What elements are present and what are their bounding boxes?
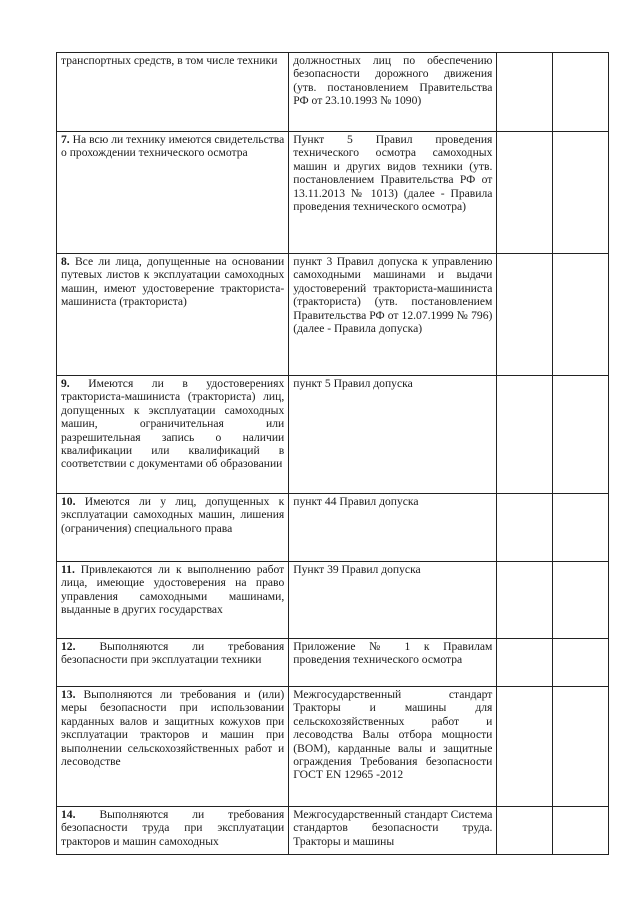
table-row: [57, 562, 609, 639]
checklist-table: [56, 52, 609, 855]
question-number: 10.: [61, 495, 76, 508]
empty-cell: [552, 687, 608, 807]
question-number: 7.: [61, 133, 70, 146]
question-number: 14.: [61, 808, 76, 821]
requirement-text: Пункт 39 Правил допуска: [293, 563, 421, 576]
requirement-text: Приложение № 1 к Правилам проведения технического осмотра: [293, 640, 493, 667]
empty-cell: [552, 376, 608, 494]
empty-cell: [497, 376, 552, 494]
empty-cell: [552, 132, 608, 254]
question-text: Имеются ли в удостоверениях тракториста-машиниста (тракториста) лиц, допущенных к эксплуатации самоходных машин, ограничительная или разрешительная запись о наличии квалификации или квалификаций в соответствии с документами об образовании: [61, 377, 285, 471]
question-text: транспортных средств, в том числе техники: [61, 54, 278, 67]
question-cell: [57, 494, 289, 562]
empty-cell: [497, 687, 552, 807]
question-text: Выполняются ли требования безопасности при эксплуатации техники: [61, 640, 285, 667]
question-cell: [57, 376, 289, 494]
table-row: [57, 494, 609, 562]
question-text: Все ли лица, допущенные на основании путевых листов к эксплуатации самоходных машин, имеют удостоверение тракториста-машиниста (тракториста): [61, 255, 285, 309]
question-text: На всю ли технику имеются свидетельства о прохождении технического осмотра: [61, 133, 285, 160]
empty-cell: [497, 132, 552, 254]
requirement-text: пункт 3 Правил допуска к управлению самоходными машинами и выдачи удостоверений тракториста-машиниста (тракториста) (утв. постановлением Правительства РФ от 12.07.1999 № 796) (далее - Правила допуска): [293, 255, 493, 336]
question-text: Имеются ли у лиц, допущенных к эксплуатации самоходных машин, лишения (ограничения) специального права: [61, 495, 285, 535]
checklist-sheet: [56, 52, 609, 855]
requirement-cell: [289, 376, 497, 494]
requirement-text: Межгосударственный стандарт Тракторы и машины для сельскохозяйственных работ и лесоводства Валы отбора мощности (ВОМ), карданные валы и защитные ограждения Требования безопасности ГОСТ EN 12965 -2012: [293, 688, 493, 782]
table-row: [57, 687, 609, 807]
empty-cell: [552, 494, 608, 562]
empty-cell: [497, 254, 552, 376]
empty-cell: [497, 53, 552, 132]
requirement-cell: [289, 254, 497, 376]
requirement-cell: [289, 639, 497, 687]
table-row: [57, 376, 609, 494]
table-row: [57, 132, 609, 254]
question-cell: [57, 687, 289, 807]
question-cell: [57, 132, 289, 254]
table-row: [57, 254, 609, 376]
empty-cell: [552, 562, 608, 639]
empty-cell: [552, 639, 608, 687]
requirement-text: Пункт 5 Правил проведения технического осмотра самоходных машин и других видов техники (утв. постановлением Правительства РФ от 13.11.2013 № 1013) (далее - Правила проведения технического осмотра): [293, 133, 493, 214]
question-number: 8.: [61, 255, 70, 268]
requirement-cell: [289, 562, 497, 639]
empty-cell: [497, 807, 552, 855]
question-number: 12.: [61, 640, 76, 653]
empty-cell: [552, 53, 608, 132]
requirement-text: должностных лиц по обеспечению безопасности дорожного движения (утв. постановлением Правительства РФ от 23.10.1993 № 1090): [293, 54, 493, 108]
table-row: [57, 807, 609, 855]
requirement-cell: [289, 494, 497, 562]
requirement-text: пункт 5 Правил допуска: [293, 377, 413, 390]
table-row: [57, 639, 609, 687]
requirement-cell: [289, 132, 497, 254]
empty-cell: [497, 562, 552, 639]
question-text: Выполняются ли требования и (или) меры безопасности при использовании карданных валов и защитных кожухов при эксплуатации тракторов и машин при выполнении сельскохозяйственных работ и лесоводстве: [61, 688, 285, 769]
question-number: 11.: [61, 563, 75, 576]
requirement-text: пункт 44 Правил допуска: [293, 495, 419, 508]
empty-cell: [552, 254, 608, 376]
question-cell: [57, 53, 289, 132]
requirement-cell: [289, 53, 497, 132]
question-number: 9.: [61, 377, 70, 390]
requirement-text: Межгосударственный стандарт Система стандартов безопасности труда. Тракторы и машины: [293, 808, 493, 848]
question-text: Привлекаются ли к выполнению работ лица, имеющие удостоверения на право управления самоходными машинами, выданные в других государствах: [61, 563, 285, 617]
empty-cell: [497, 494, 552, 562]
question-cell: [57, 254, 289, 376]
question-number: 13.: [61, 688, 76, 701]
requirement-cell: [289, 807, 497, 855]
requirement-cell: [289, 687, 497, 807]
question-cell: [57, 562, 289, 639]
question-cell: [57, 807, 289, 855]
empty-cell: [497, 639, 552, 687]
question-cell: [57, 639, 289, 687]
empty-cell: [552, 807, 608, 855]
table-row: [57, 53, 609, 132]
question-text: Выполняются ли требования безопасности труда при эксплуатации тракторов и машин самоходных: [61, 808, 285, 848]
